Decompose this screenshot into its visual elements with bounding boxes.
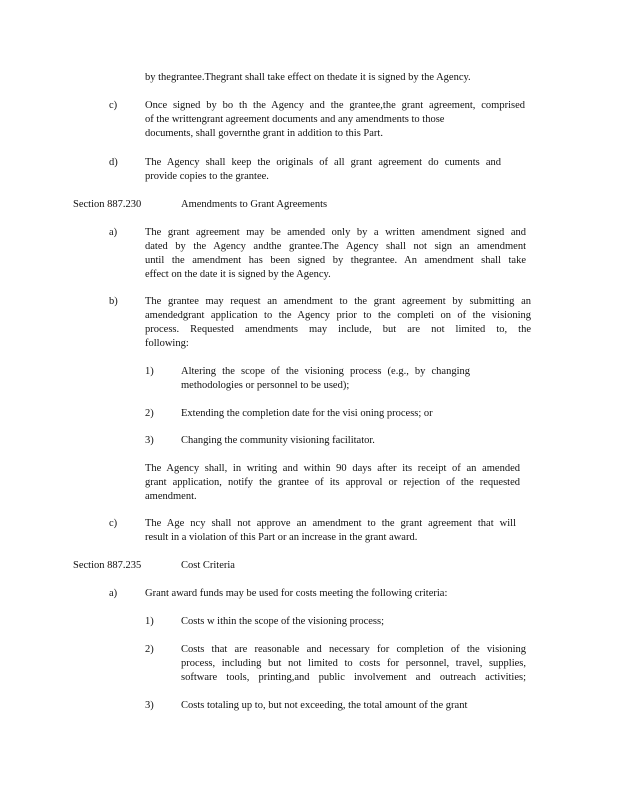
paragraph-marker: a) <box>109 227 118 238</box>
paragraph-marker: b) <box>109 296 118 307</box>
text-line: The grantee may request an amendment to the grant agreement by submitting an <box>145 296 531 307</box>
section-title: Cost Criteria <box>181 560 235 571</box>
text-line: Costs w ithin the scope of the visioning process; <box>181 616 384 627</box>
list-item-number: 3) <box>145 700 154 711</box>
list-item-number: 1) <box>145 366 154 377</box>
text-line: grant application, notify the grantee of its approval or rejection of the requested <box>145 477 520 488</box>
list-item <box>181 699 511 713</box>
continuation-text <box>145 71 525 85</box>
text-line: amendment. <box>145 491 197 502</box>
text-line: of the writtengrant agreement documents and any amendments to those <box>145 114 445 125</box>
text-line: Once signed by bo th the Agency and the grantee,the grant agreement, comprised <box>145 100 525 111</box>
text-line: until the amendment has been signed by thegrantee. An amendment shall take <box>145 255 526 266</box>
list-item-number: 2) <box>145 408 154 419</box>
section-number: Section 887.235 <box>73 560 142 571</box>
text-line: documents, shall governthe grant in addition to this Part. <box>145 128 383 139</box>
list-item <box>181 365 470 393</box>
text-line: Grant award funds may be used for costs meeting the following criteria: <box>145 588 448 599</box>
text-line: Altering the scope of the visioning process (e.g., by changing <box>181 366 470 377</box>
paragraph-d-originals <box>145 156 501 184</box>
text-line: process, including but not limited to costs for personnel, travel, supplies, <box>181 658 526 669</box>
text-line: result in a violation of this Part or an increase in the grant award. <box>145 532 418 543</box>
paragraph-c-once-signed <box>145 99 525 141</box>
list-item-number: 2) <box>145 644 154 655</box>
section-number: Section 887.230 <box>73 199 142 210</box>
paragraph-c-no-approval <box>145 517 516 545</box>
text-line: by thegrantee.Thegrant shall take effect on thedate it is signed by the Agency. <box>145 72 471 83</box>
list-item <box>181 407 481 421</box>
text-line: Extending the completion date for the visi oning process; or <box>181 408 433 419</box>
text-line: provide copies to the grantee. <box>145 171 269 182</box>
paragraph-marker: c) <box>109 518 118 529</box>
list-item-number: 1) <box>145 616 154 627</box>
paragraph-b-request-amendment <box>145 295 531 351</box>
text-line: amendedgrant application to the Agency prior to the completi on of the visioning <box>145 310 531 321</box>
text-line: effect on the date it is signed by the Agency. <box>145 269 331 280</box>
paragraph-marker: c) <box>109 100 118 111</box>
text-line: The Agency shall keep the originals of all grant agreement do cuments and <box>145 157 501 168</box>
section-title: Amendments to Grant Agreements <box>181 199 328 210</box>
text-line: Changing the community visioning facilitator. <box>181 435 375 446</box>
text-line: dated by the Agency andthe grantee.The Agency shall not sign an amendment <box>145 241 526 252</box>
list-item-number: 3) <box>145 435 154 446</box>
text-line: Costs that are reasonable and necessary for completion of the visioning <box>181 644 526 655</box>
paragraph-a-written-amendment <box>145 226 526 282</box>
list-item <box>181 615 481 629</box>
paragraph-agency-notify <box>145 462 520 504</box>
list-item <box>181 434 481 448</box>
text-line: following: <box>145 338 189 349</box>
text-line: Costs totaling up to, but not exceeding, the total amount of the grant <box>181 700 468 711</box>
list-item <box>181 643 526 685</box>
text-line: The Agency shall, in writing and within 90 days after its receipt of an amended <box>145 463 520 474</box>
text-line: software tools, printing,and public involvement and outreach activities; <box>181 672 526 683</box>
text-line: methodologies or personnel to be used); <box>181 380 350 391</box>
text-line: process. Requested amendments may include, but are not limited to, the <box>145 324 531 335</box>
text-line: The grant agreement may be amended only by a written amendment signed and <box>145 227 526 238</box>
text-line: The Age ncy shall not approve an amendment to the grant agreement that will <box>145 518 516 529</box>
paragraph-a-grant-award-funds <box>145 587 485 601</box>
paragraph-marker: a) <box>109 588 118 599</box>
paragraph-marker: d) <box>109 157 118 168</box>
